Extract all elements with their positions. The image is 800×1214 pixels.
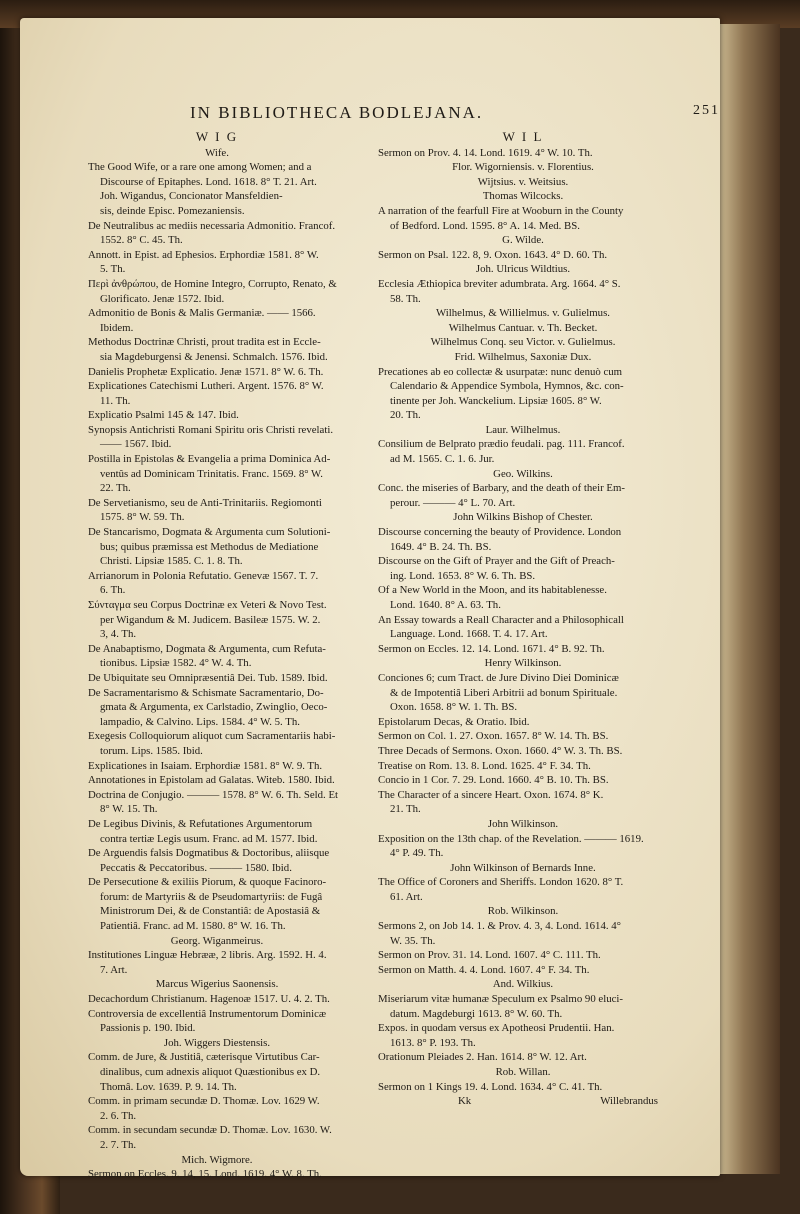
entry-line: Lond. 1640. 8° A. 63. Th. [390,599,501,611]
entry-line: Institutiones Linguæ Hebrææ, 2 libris. Arg. 1592. H. 4. [88,949,327,962]
entry-line: sis, deinde Episc. Pomezaniensis. [100,204,245,217]
entry-line: Sermon on Matth. 4. 4. Lond. 1607. 4° F. 34. Th. [378,963,590,976]
entry-line: 4° P. 49. Th. [390,847,444,860]
entry-line: Doctrina de Conjugio. ——— 1578. 8° W. 6. Th. Seld. Et [88,788,339,801]
author-heading: Frid. Wilhelmus, Saxoniæ Dux. [454,350,592,363]
entry-line: dinalibus, cum adnexis aliquot Quæstionibus ex D. [100,1066,321,1078]
entry-line: forum: de Martyriis & de Pseudomartyriis: de Fugâ [100,890,323,903]
entry-line: Ecclesia Æthiopica breviter adumbrata. Arg. 1664. 4° S. [378,277,621,290]
entry-line: 21. Th. [390,803,421,816]
entry-line: Christi. Lipsiæ 1585. C. 1. 8. Th. [100,555,243,568]
entry-line: De Persecutione & exiliis Piorum, & quoque Facinoro- [88,876,327,889]
signature-line [378,1094,668,1109]
entry-line: Joh. Wigandus, Concionator Mansfeldien- [100,190,283,203]
entry-line: Comm. in secundam secundæ D. Thomæ. Lov. 1630. W. [88,1124,332,1137]
entry-line: Sermon on 1 Kings 19. 4. Lond. 1634. 4° C. 41. Th. [378,1080,603,1093]
entry-line: Conc. the miseries of Barbary, and the death of their Em- [378,482,625,495]
page-stack-edge [720,24,780,1174]
entry-line: ad M. 1565. C. 1. 6. Jur. [390,453,495,466]
entry-line: De Stancarismo, Dogmata & Argumenta cum Solutioni- [88,526,331,539]
author-heading: Wilhelmus Conq. seu Victor. v. Gulielmus. [430,336,616,349]
entry-line: De Servetianismo, seu de Anti-Trinitariis. Regiomonti [88,496,322,509]
entry-line: Comm. de Jure, & Justitiâ, cæterisque Virtutibus Car- [88,1051,320,1064]
entry-line: Annotationes in Epistolam ad Galatas. Witeb. 1580. Ibid. [88,774,335,787]
entry-line: Comm. in primam secundæ D. Thomæ. Lov. 1629 W. [88,1095,320,1108]
entry-line: Sermon on Psal. 122. 8, 9. Oxon. 1643. 4° D. 60. Th. [378,248,608,261]
entry-line: 2. 7. Th. [100,1138,137,1151]
entry-line: of Bedford. Lond. 1595. 8° A. 14. Med. BS. [390,219,580,232]
entry-line: De Sacramentarismo & Schismate Sacramentario, Do- [88,686,324,699]
entry-line: Ibidem. [100,321,134,334]
right-column-entries [378,146,668,1109]
entry-line: Methodus Doctrinæ Christi, prout tradita est in Eccle- [88,336,321,349]
entry-line: Explicationes in Isaiam. Erphordiæ 1581. 8° W. 9. Th. [88,759,323,772]
entry-line: Thomâ. Lov. 1639. P. 9. 14. Th. [100,1080,237,1093]
entry-line: An Essay towards a Reall Character and a Philosophicall [378,613,624,626]
entry-line: Sermon on Col. 1. 27. Oxon. 1657. 8° W. 14. Th. BS. [378,730,609,743]
entry-line: Admonitio de Bonis & Malis Germaniæ. —— 1566. [88,307,316,320]
author-heading: John Wilkinson of Bernards Inne. [450,861,596,874]
author-heading: Wilhelmus, & Willielmus. v. Gulielmus. [436,307,610,320]
entry-line: Sermons 2, on Job 14. 1. & Prov. 4. 3, 4. Lond. 1614. 4° [378,920,621,933]
entry-line: 1649. 4° B. 24. Th. BS. [390,540,492,553]
entry-line: Exposition on the 13th chap. of the Revelation. ——— 1619. [378,832,644,845]
entry-line: 8° W. 15. Th. [100,803,158,816]
author-heading: Henry Wilkinson. [484,657,562,670]
left-running-head: W I G [195,129,239,144]
author-heading: Thomas Wilcocks. [482,190,564,203]
entry-line: The Good Wife, or a rare one among Women; and a [88,161,312,174]
entry-line: 61. Art. [390,890,423,903]
entry-line: Danielis Prophetæ Explicatio. Jenæ 1571. 8° W. 6. Th. [88,365,324,378]
left-column-entries [88,146,346,1182]
entry-line: Passionis p. 190. Ibid. [100,1022,196,1035]
author-heading: Joh. Ulricus Wildtius. [475,263,571,276]
right-column [378,130,668,1109]
entry-line: 22. Th. [100,482,131,495]
entry-line: contra tertiæ Legis usum. Franc. ad M. 1577. Ibid. [100,832,318,845]
entry-line: Peccatis & Peccatoribus. ——— 1580. Ibid. [100,861,292,874]
entry-line: Synopsis Antichristi Romani Spiritu oris Christi revelati. [88,423,334,436]
entry-line: Discourse of Epitaphes. Lond. 1618. 8° T. 21. Art. [100,175,317,188]
author-heading: Geo. Wilkins. [493,467,553,480]
entry-line: Exegesis Colloquiorum aliquot cum Sacramentariis habi- [88,730,336,743]
author-heading: Marcus Wigerius Saonensis. [155,978,279,991]
entry-line: Annott. in Epist. ad Ephesios. Erphordiæ 1581. 8° W. [88,248,319,261]
entry-line: tinente per Joh. Wanckelium. Lipsiæ 1605. 8° W. [390,394,602,407]
left-column [88,130,346,1182]
entry-line: Concio in 1 Cor. 7. 29. Lond. 1660. 4° B. 10. Th. BS. [378,774,609,787]
entry-line: ventûs ad Dominicam Trinitatis. Franc. 1569. 8° W. [100,467,323,480]
entry-line: Epistolarum Decas, & Oratio. Ibid. [378,715,530,728]
entry-line: Decachordum Christianum. Hagenoæ 1517. U. 4. 2. Th. [88,993,330,1006]
entry-line: Discourse on the Gift of Prayer and the Gift of Preach- [378,555,615,568]
entry-line: Patientiâ. Franc. ad M. 1580. 8° W. 16. Th. [100,920,286,933]
entry-line: De Anabaptismo, Dogmata & Argumenta, cum Refuta- [88,642,326,655]
author-heading: Rob. Wilkinson. [487,905,559,918]
entry-line: De Neutralibus ac mediis necessaria Admonitio. Francof. [88,219,336,232]
entry-line: 3, 4. Th. [100,628,137,641]
entry-line: sia Magdeburgensi & Jenensi. Schmalch. 1576. Ibid. [100,350,328,363]
entry-line: 58. Th. [390,292,421,305]
author-heading: John Wilkins Bishop of Chester. [453,511,593,524]
author-heading: Wife. [205,146,229,159]
entry-line: perour. ——— 4° L. 70. Art. [390,496,516,509]
author-heading: Flor. Wigorniensis. v. Florentius. [452,161,594,174]
entry-line: Consilium de Belprato prædio feudali. pag. 111. Francof. [378,438,625,451]
entry-line: Conciones 6; cum Tract. de Jure Divino Diei Dominicæ [378,671,619,684]
entry-line: Arrianorum in Polonia Refutatio. Genevæ 1567. T. 7. [88,569,319,582]
entry-line: Sermon on Prov. 4. 14. Lond. 1619. 4° W. 10. Th. [378,146,593,159]
author-heading: G. Wilde. [502,234,544,247]
author-heading: Rob. Willan. [495,1066,551,1078]
signature-mark: Kk [458,1095,472,1108]
entry-line: Explicationes Catechismi Lutheri. Argent. 1576. 8° W. [88,380,324,393]
author-heading: Joh. Wiggers Diestensis. [163,1036,271,1049]
entry-line: Oxon. 1658. 8° W. 1. Th. BS. [390,701,518,714]
entry-line: Miseriarum vitæ humanæ Speculum ex Psalmo 90 eluci- [378,993,623,1006]
entry-line: bus; quibus præmissa est Methodus de Mediatione [100,540,319,553]
entry-line: per Wigandum & M. Judicem. Basileæ 1575. W. 2. [100,613,321,626]
entry-line: Ministrorum Dei, & de Constantiâ: de Apostasiâ & [100,905,321,918]
entry-line: The Office of Coroners and Sheriffs. London 1620. 8° T. [378,876,624,889]
entry-line: tionibus. Lipsiæ 1582. 4° W. 4. Th. [100,657,252,670]
author-heading: Georg. Wiganmeirus. [170,934,264,947]
entry-line: Calendario & Appendice Symbola, Hymnos, &c. con- [390,380,624,393]
author-heading: Mich. Wigmore. [181,1153,253,1166]
entry-line: Discourse concerning the beauty of Providence. London [378,526,622,539]
entry-line: 1613. 8° P. 193. Th. [390,1036,476,1049]
entry-line: Controversia de excellentiâ Instrumentorum Dominicæ [88,1007,327,1020]
entry-line: ing. Lond. 1653. 8° W. 6. Th. BS. [390,569,536,582]
entry-line: Precationes ab eo collectæ & usurpatæ: nunc denuò cum [378,365,623,378]
author-heading: Laur. Wilhelmus. [485,423,561,436]
entry-line: —— 1567. Ibid. [100,438,172,451]
entry-line: 5. Th. [100,263,126,276]
entry-line: 1552. 8° C. 45. Th. [100,234,183,247]
author-heading: John Wilkinson. [487,817,559,830]
entry-line: 7. Art. [100,963,128,976]
entry-line: 2. 6. Th. [100,1109,137,1122]
entry-line: & de Impotentiâ Liberi Arbitrii ad bonum Spirituale. [390,686,618,699]
entry-line: 6. Th. [100,584,126,597]
entry-line: Of a New World in the Moon, and its habitablenesse. [378,584,607,597]
catchword: Willebrandus [600,1095,658,1108]
entry-line: De Ubiquitate seu Omnipræsentiâ Dei. Tub. 1589. Ibid. [88,671,328,684]
author-heading: And. Wilkius. [492,978,554,991]
page-header [190,103,720,127]
entry-line: Orationum Pleiades 2. Han. 1614. 8° W. 12. Art. [378,1051,587,1064]
entry-line: Sermon on Prov. 31. 14. Lond. 1607. 4° C. 111. Th. [378,949,601,962]
right-running-head: W I L [502,129,544,144]
entry-line: Postilla in Epistolas & Evangelia a prima Dominica Ad- [88,453,331,466]
entry-line: The Character of a sincere Heart. Oxon. 1674. 8° K. [378,788,604,801]
entry-line: Expos. in quodam versus ex Apotheosi Prudentii. Han. [378,1022,615,1035]
entry-line: 11. Th. [100,394,131,407]
author-heading: Wijtsius. v. Weitsius. [477,175,569,188]
entry-line: gmata & Argumenta, ex Carlstadio, Zwinglio, Oeco- [100,701,328,714]
entry-line: Three Decads of Sermons. Oxon. 1660. 4° W. 3. Th. BS. [378,744,623,757]
page-number: 251 [693,103,720,118]
entry-line: 1575. 8° W. 59. Th. [100,511,185,524]
entry-line: W. 35. Th. [390,934,436,947]
entry-line: datum. Magdeburgi 1613. 8° W. 60. Th. [390,1007,563,1020]
entry-line: Sermon on Eccles. 9. 14, 15. Lond. 1619. 4° W. 8. Th. [88,1168,322,1181]
entry-line: lampadio, & Calvino. Lips. 1584. 4° W. 5. Th. [100,715,300,728]
entry-line: Περὶ ἀνθρώπου, de Homine Integro, Corrupto, Renato, & [88,277,337,290]
entry-line: De Arguendis falsis Dogmatibus & Doctoribus, aliisque [88,847,330,860]
entry-line: 20. Th. [390,409,421,422]
author-heading: Wilhelmus Cantuar. v. Th. Becket. [448,321,598,334]
entry-line: Sermon on Eccles. 12. 14. Lond. 1671. 4° B. 92. Th. [378,642,605,655]
entry-line: Explicatio Psalmi 145 & 147. Ibid. [88,409,239,422]
entry-line: De Legibus Divinis, & Refutationes Argumentorum [88,817,313,830]
entry-line: A narration of the fearfull Fire at Wooburn in the County [378,204,624,217]
entry-line: Σύνταγμα seu Corpus Doctrinæ ex Veteri & Novo Test. [88,599,327,611]
entry-line: torum. Lips. 1585. Ibid. [100,744,203,757]
entry-line: Language. Lond. 1668. T. 4. 17. Art. [390,628,548,641]
page-header-title: IN BIBLIOTHECA BODLEJANA. [190,103,484,122]
entry-line: Treatise on Rom. 13. 8. Lond. 1625. 4° F. 34. Th. [378,759,591,772]
entry-line: Glorificato. Jenæ 1572. Ibid. [100,292,225,305]
